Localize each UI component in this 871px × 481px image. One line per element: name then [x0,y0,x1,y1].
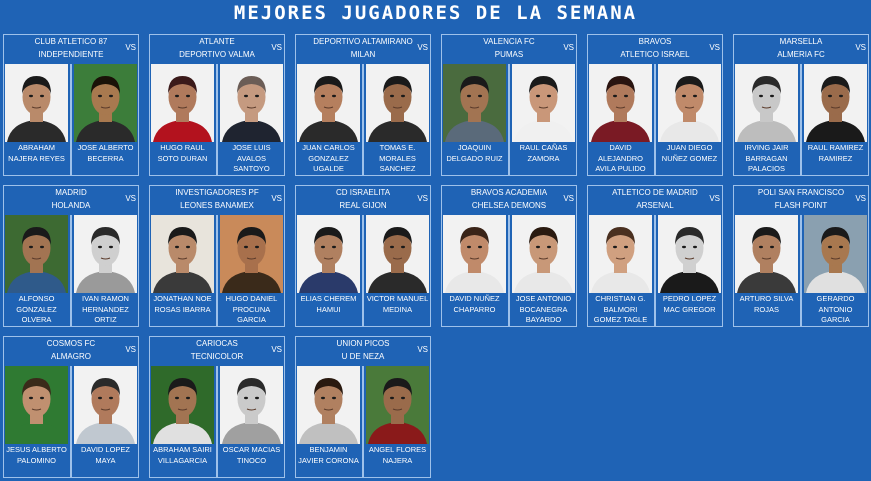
vs-label: VS [125,43,136,52]
player[interactable] [5,366,68,478]
team-away: ATLETICO ISRAEL [620,50,690,59]
player[interactable] [735,64,798,176]
portrait-icon [220,64,283,142]
player-name: VICTOR MANUEL MEDINA [366,294,429,314]
player-name: RAUL RAMIREZ RAMIREZ [807,143,864,163]
vs-label: VS [709,43,720,52]
divider [216,215,218,327]
player-name: GERARDO ANTONIO GARCIA [816,294,855,324]
portrait-icon [5,366,68,444]
player-photo[interactable] [512,64,575,142]
players-row [734,64,868,176]
match-header [734,35,868,63]
portrait-icon [220,366,283,444]
team-home: BRAVOS ACADEMIA [470,188,548,197]
player[interactable] [297,366,360,478]
player-name: ALFONSO GONZALEZ OLVERA [16,294,57,324]
player-photo[interactable] [74,366,137,444]
player[interactable] [589,215,652,327]
portrait-icon [5,64,68,142]
vs-label: VS [563,43,574,52]
match-card [3,336,139,478]
player-photo[interactable] [658,64,721,142]
player-name: CHRISTIAN G. BALMORI GOMEZ TAGLE [593,294,648,324]
player-name: JUAN DIEGO NUÑEZ GOMEZ [661,143,718,163]
match-header [4,337,138,365]
match-header [150,186,284,214]
portrait-icon [297,64,360,142]
team-home: CD ISRAELITA [335,188,391,197]
vs-label: VS [563,194,574,203]
portrait-icon [589,215,652,293]
portrait-icon [589,64,652,142]
portrait-icon [366,64,429,142]
team-away: U DE NEZA [341,352,385,361]
vs-label: VS [855,194,866,203]
match-header [296,337,430,365]
team-home: BRAVOS [638,37,672,46]
player-photo[interactable] [220,366,283,444]
player[interactable] [74,64,137,176]
player-photo[interactable] [735,64,798,142]
portrait-icon [658,64,721,142]
match-card [295,185,431,327]
portrait-icon [297,366,360,444]
player-photo[interactable] [735,215,798,293]
team-away: HOLANDA [51,201,91,210]
player-name: JESUS ALBERTO PALOMINO [6,445,67,465]
portrait-icon [74,215,137,293]
match-header [588,186,722,214]
vs-label: VS [271,345,282,354]
divider [70,64,72,176]
portrait-icon [220,215,283,293]
match-header [442,186,576,214]
portrait-icon [151,366,214,444]
team-away: INDEPENDIENTE [38,50,104,59]
player-name: PEDRO LOPEZ MAC GREGOR [662,294,717,314]
match-card [733,185,869,327]
team-home: INVESTIGADORES PF [175,188,259,197]
team-home: VALENCIA FC [483,37,535,46]
player[interactable] [443,64,506,176]
player-photo[interactable] [366,64,429,142]
match-card [149,34,285,176]
team-away: ALMERIA FC [777,50,825,59]
divider [800,64,802,176]
match-card [149,336,285,478]
players-row [4,366,138,478]
player-name: JONATHAN NOE ROSAS IBARRA [153,294,212,314]
players-row [150,64,284,176]
player-photo[interactable] [658,215,721,293]
players-row [4,215,138,327]
player[interactable] [589,64,652,176]
players-row [150,366,284,478]
player[interactable] [297,64,360,176]
portrait-icon [5,215,68,293]
players-row [296,64,430,176]
team-home: UNION PICOS [336,339,390,348]
divider [70,366,72,478]
player-photo[interactable] [297,366,360,444]
player-name: ELIAS CHEREM HAMUI [300,294,357,314]
player-photo[interactable] [297,64,360,142]
player-photo[interactable] [366,366,429,444]
player-photo[interactable] [589,215,652,293]
vs-label: VS [417,194,428,203]
player-photo[interactable] [512,215,575,293]
players-row [588,64,722,176]
portrait-icon [512,64,575,142]
match-card [441,185,577,327]
team-home: COSMOS FC [46,339,96,348]
player-photo[interactable] [151,215,214,293]
vs-label: VS [417,345,428,354]
player-photo[interactable] [297,215,360,293]
player[interactable] [5,215,68,327]
portrait-icon [443,215,506,293]
player-name: HUGO DANIEL PROCUNA GARCIA [225,294,278,324]
portrait-icon [443,64,506,142]
player-name: HUGO RAUL SOTO DURAN [157,143,208,163]
players-row [150,215,284,327]
player-photo[interactable] [220,215,283,293]
match-card [587,34,723,176]
match-header [588,35,722,63]
team-home: ATLANTE [199,37,235,46]
portrait-icon [366,215,429,293]
player-photo[interactable] [443,64,506,142]
player[interactable] [512,64,575,176]
player-photo[interactable] [804,64,867,142]
player[interactable] [220,366,283,478]
player[interactable] [735,215,798,327]
player-name: JOAQUIN DELGADO RUIZ [446,143,503,163]
player[interactable] [151,366,214,478]
team-home: MADRID [55,188,87,197]
divider [362,215,364,327]
player-photo[interactable] [151,64,214,142]
vs-label: VS [125,194,136,203]
player[interactable] [220,64,283,176]
player-name: TOMAS E. MORALES SANCHEZ [379,143,416,173]
team-away: TECNICOLOR [190,352,244,361]
player-photo[interactable] [151,366,214,444]
team-away: CHELSEA DEMONS [471,201,547,210]
players-row [296,215,430,327]
player-name: ANGEL FLORES NAJERA [368,445,427,465]
player-photo[interactable] [5,64,68,142]
players-row [442,215,576,327]
vs-label: VS [271,43,282,52]
portrait-icon [297,215,360,293]
player[interactable] [366,64,429,176]
player-photo[interactable] [589,64,652,142]
vs-label: VS [855,43,866,52]
match-header [734,186,868,214]
player[interactable] [804,64,867,176]
match-header [442,35,576,63]
team-away: ALMAGRO [50,352,91,361]
portrait-icon [151,215,214,293]
team-home: CLUB ATLETICO 87 [34,37,108,46]
team-home: MARSELLA [779,37,823,46]
player-name: DAVID ALEJANDRO AVILA PULIDO [595,143,646,173]
player-name: ARTURO SILVA ROJAS [739,294,794,314]
player[interactable] [74,366,137,478]
player[interactable] [151,64,214,176]
players-row [4,64,138,176]
match-card [441,34,577,176]
player[interactable] [366,366,429,478]
player[interactable] [804,215,867,327]
team-home: POLI SAN FRANCISCO [757,188,845,197]
portrait-icon [74,64,137,142]
match-card [295,34,431,176]
portrait-icon [512,215,575,293]
vs-label: VS [125,345,136,354]
divider [216,366,218,478]
match-header [4,186,138,214]
portrait-icon [366,366,429,444]
player[interactable] [658,64,721,176]
match-card [149,185,285,327]
player-name: JOSE ANTONIO BOCANEGRA BAYARDO [515,294,572,324]
match-header [296,186,430,214]
match-header [296,35,430,63]
team-away: PUMAS [494,50,524,59]
player[interactable] [443,215,506,327]
player-name: IVAN RAMON HERNANDEZ ORTIZ [82,294,129,324]
player[interactable] [74,215,137,327]
player[interactable] [297,215,360,327]
portrait-icon [658,215,721,293]
player-photo[interactable] [443,215,506,293]
match-card [733,34,869,176]
player[interactable] [220,215,283,327]
player-name: DAVID LOPEZ MAYA [80,445,131,465]
player[interactable] [366,215,429,327]
divider [800,215,802,327]
divider [216,64,218,176]
portrait-icon [151,64,214,142]
player[interactable] [658,215,721,327]
match-card [3,185,139,327]
player-name: OSCAR MACIAS TINOCO [222,445,281,465]
players-row [734,215,868,327]
player-name: IRVING JAIR BARRAGAN PALACIOS [744,143,789,173]
vs-label: VS [271,194,282,203]
divider [508,64,510,176]
team-home: DEPORTIVO ALTAMIRANO [313,37,413,46]
match-card [587,185,723,327]
player-photo[interactable] [74,215,137,293]
team-home: ATLETICO DE MADRID [612,188,698,197]
divider [70,215,72,327]
player-name: JOSE LUIS AVALOS SANTOYO [232,143,271,173]
player-photo[interactable] [74,64,137,142]
player-name: JUAN CARLOS GONZALEZ UGALDE [302,143,355,173]
divider [654,215,656,327]
team-away: FLASH POINT [774,201,828,210]
player-name: ABRAHAM SAIRI VILLAGARCIA [153,445,212,465]
portrait-icon [804,64,867,142]
player-photo[interactable] [366,215,429,293]
portrait-icon [735,215,798,293]
players-row [588,215,722,327]
players-row [296,366,430,478]
portrait-icon [735,64,798,142]
player-name: ABRAHAM NAJERA REYES [8,143,65,163]
team-home: CARIOCAS [196,339,238,348]
match-card [295,336,431,478]
player-photo[interactable] [804,215,867,293]
team-away: REAL GIJON [339,201,387,210]
match-header [150,337,284,365]
divider [362,366,364,478]
portrait-icon [804,215,867,293]
team-away: MILAN [350,50,376,59]
team-away: DEPORTIVO VALMA [179,50,255,59]
match-header [150,35,284,63]
divider [362,64,364,176]
match-card [3,34,139,176]
player-photo[interactable] [5,215,68,293]
vs-label: VS [709,194,720,203]
match-header [4,35,138,63]
player[interactable] [5,64,68,176]
player-name: RAUL CAÑAS ZAMORA [519,143,568,163]
player-name: JOSE ALBERTO BECERRA [77,143,134,163]
player-name: DAVID NUÑEZ CHAPARRO [449,294,500,314]
players-row [442,64,576,176]
team-away: LEONES BANAMEX [180,201,254,210]
page-title: MEJORES JUGADORES DE LA SEMANA [233,2,638,24]
divider [508,215,510,327]
player-photo[interactable] [220,64,283,142]
vs-label: VS [417,43,428,52]
player-name: BENJAMIN JAVIER CORONA [298,445,359,465]
player[interactable] [512,215,575,327]
portrait-icon [74,366,137,444]
player-photo[interactable] [5,366,68,444]
team-away: ARSENAL [636,201,674,210]
divider [654,64,656,176]
player[interactable] [151,215,214,327]
